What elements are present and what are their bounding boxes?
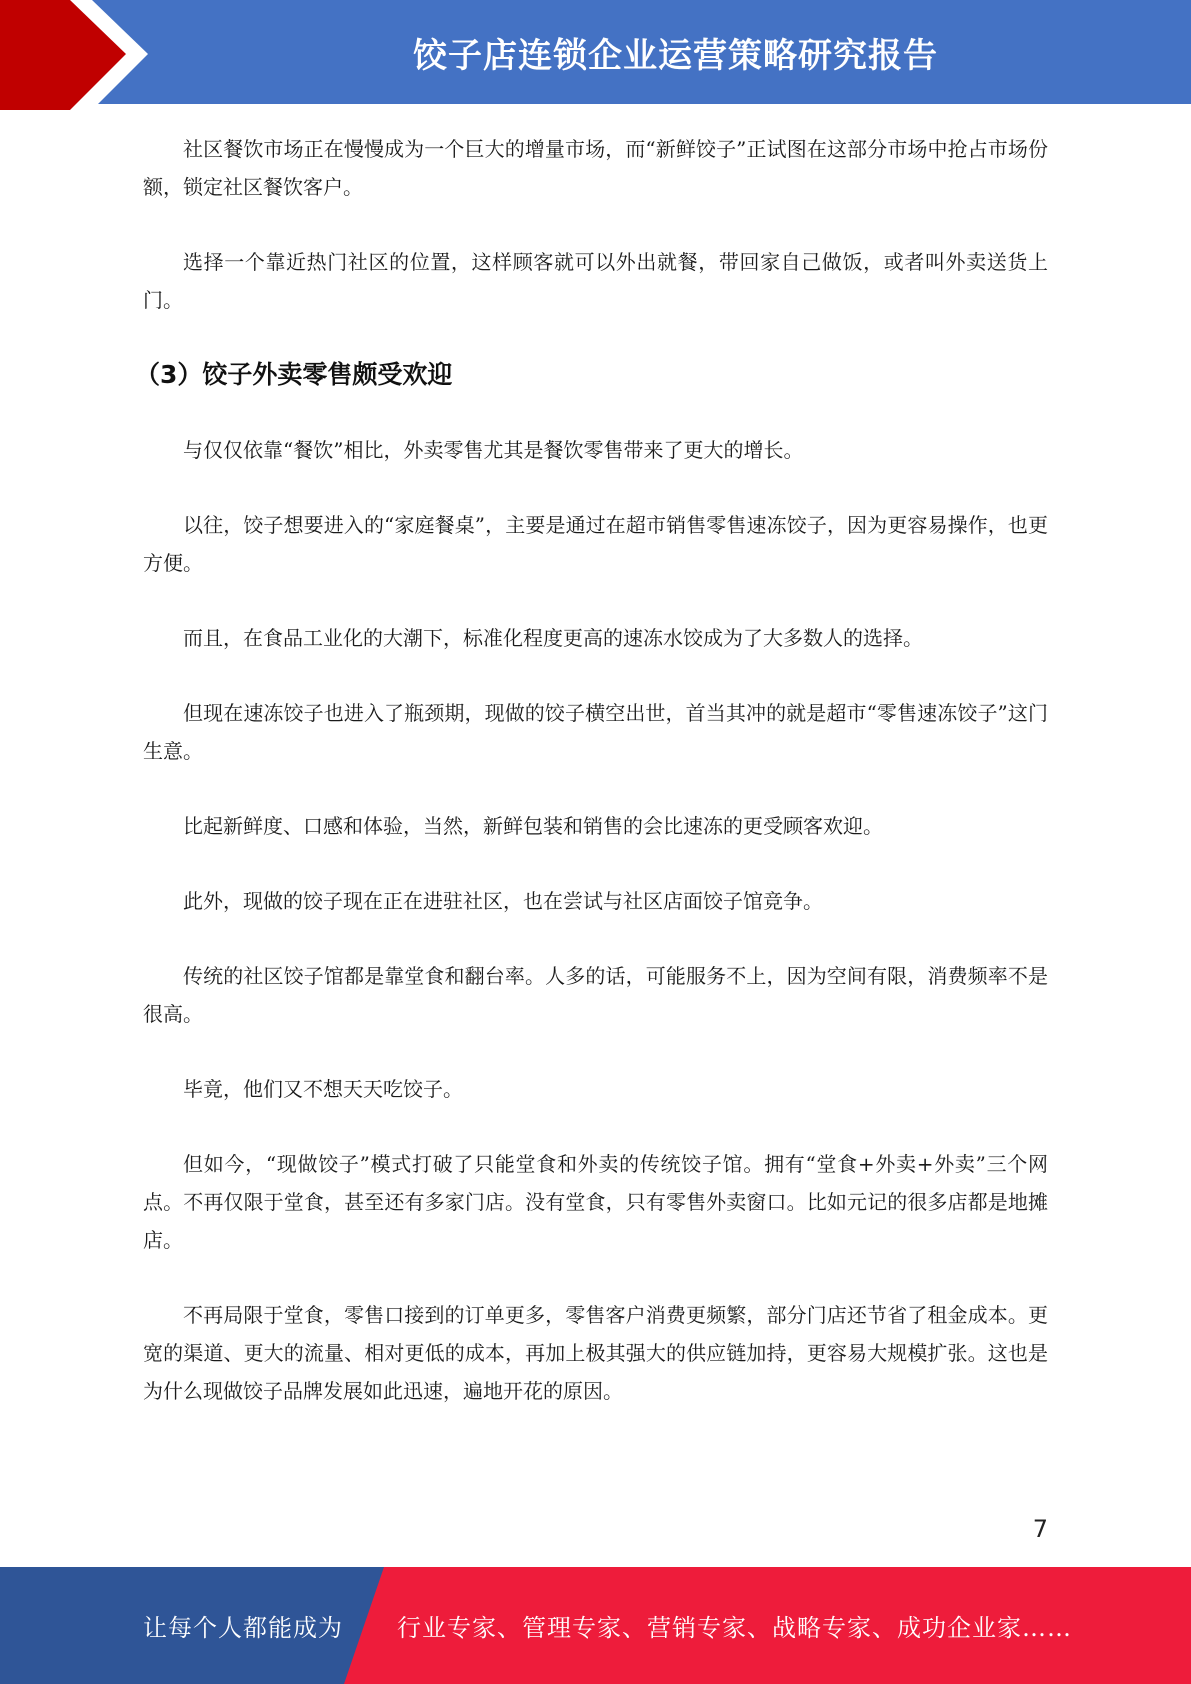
paragraph: 比起新鲜度、口感和体验，当然，新鲜包装和销售的会比速冻的更受顾客欢迎。 — [183, 814, 883, 838]
paragraph: 毕竟，他们又不想天天吃饺子。 — [183, 1077, 463, 1101]
paragraph: 而且，在食品工业化的大潮下，标准化程度更高的速冻水饺成为了大多数人的选择。 — [183, 626, 923, 650]
page-number: 7 — [1032, 1515, 1048, 1543]
paragraph: 不再局限于堂食，零售口接到的订单更多，零售客户消费更频繁，部分门店还节省了租金成本。更宽的渠道、更大的流量、相对更低的成本，再加上极其强大的供应链加持，更容易大规模扩张。这也是为什么现做饺子品牌发展如此迅速，遍地开花的原因。 — [143, 1303, 1048, 1403]
paragraph: 但现在速冻饺子也进入了瓶颈期，现做的饺子横空出世，首当其冲的就是超市“零售速冻饺子”这门生意。 — [143, 701, 1048, 763]
paragraph: 与仅仅依靠“餐饮”相比，外卖零售尤其是餐饮零售带来了更大的增长。 — [183, 438, 804, 462]
paragraph: 选择一个靠近热门社区的位置，这样顾客就可以外出就餐，带回家自己做饭，或者叫外卖送货上门。 — [143, 250, 1048, 312]
footer-slogan-right: 行业专家、管理专家、营销专家、战略专家、成功企业家…… — [397, 1614, 1072, 1642]
paragraph: 但如今，“现做饺子”模式打破了只能堂食和外卖的传统饺子馆。拥有“堂食+外卖+外卖”三个网点。不再仅限于堂食，甚至还有多家门店。没有堂食，只有零售外卖窗口。比如元记的很多店都是地摊店。 — [143, 1152, 1048, 1252]
page-footer — [0, 1567, 1191, 1684]
paragraph: 社区餐饮市场正在慢慢成为一个巨大的增量市场，而“新鲜饺子”正试图在这部分市场中抢占市场份额，锁定社区餐饮客户。 — [143, 137, 1048, 199]
paragraph: 此外，现做的饺子现在正在进驻社区，也在尝试与社区店面饺子馆竞争。 — [183, 889, 823, 913]
document-body — [135, 130, 1048, 1447]
header-title: 饺子店连锁企业运营策略研究报告 — [413, 35, 938, 76]
page-header — [0, 0, 1191, 110]
paragraph: 以往，饺子想要进入的“家庭餐桌”，主要是通过在超市销售零售速冻饺子，因为更容易操作，也更方便。 — [143, 513, 1048, 575]
footer-slogan-left: 让每个人都能成为 — [143, 1614, 343, 1642]
paragraph: 传统的社区饺子馆都是靠堂食和翻台率。人多的话，可能服务不上，因为空间有限，消费频率不是很高。 — [143, 964, 1048, 1026]
section-heading: （3）饺子外卖零售颇受欢迎 — [135, 360, 453, 389]
